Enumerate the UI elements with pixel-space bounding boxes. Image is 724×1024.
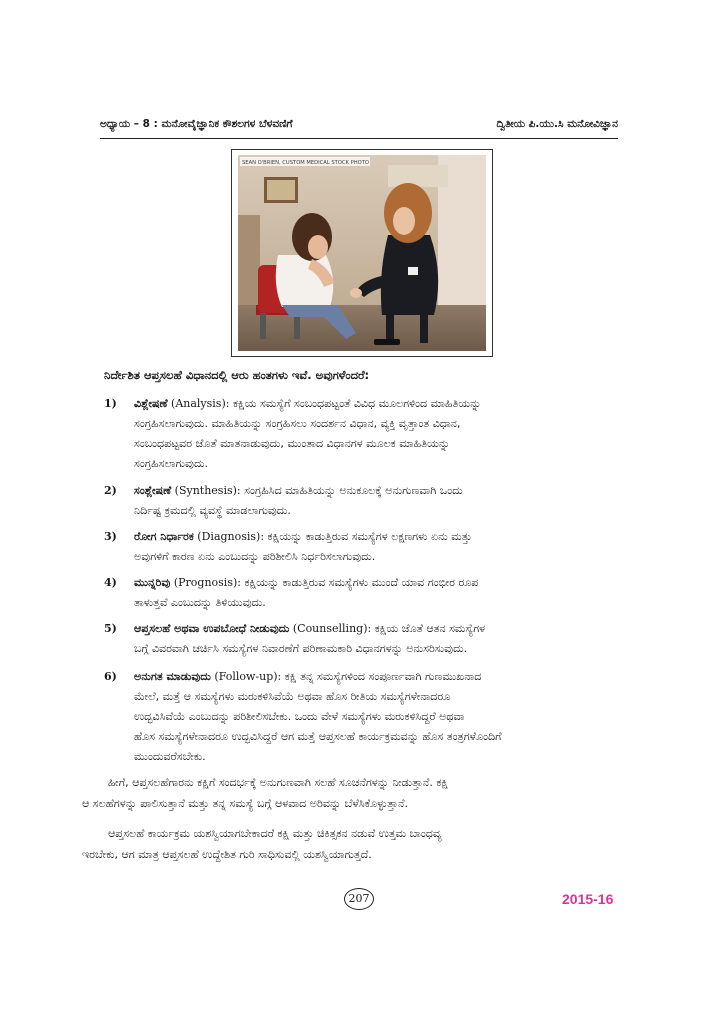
text-line: [134, 619, 618, 639]
text-line: [134, 394, 618, 414]
text-line: ಆ ಸಲಹೆಗಳನ್ನು ಪಾಲಿಸುತ್ತಾನೆ ಮತ್ತು ತನ್ನ ಸಮಸ್ಯೆ ಬಗ್ಗೆ ಆಳವಾದ ಅರಿವನ್ನು ಬೆಳೆಸಿಕೊಳ್ಳುತ್ತಾನೆ.: [82, 797, 408, 810]
list-item-body: [134, 619, 618, 659]
list-item-body: [134, 527, 618, 567]
step-text: ನಿರ್ದಿಷ್ಟ ಕ್ರಮದಲ್ಲಿ ವ್ಯವಸ್ಥೆ ಮಾಡಲಾಗುವುದು.: [134, 504, 291, 517]
text-line: [134, 414, 618, 434]
text-line: [134, 639, 618, 659]
body-paragraph: [82, 823, 618, 865]
text-line: [134, 667, 618, 687]
step-term: ವಿಶ್ಲೇಷಣೆ: [134, 397, 168, 410]
step-text: ಸಂಗ್ರಹಿಸಲಾಗುವುದು.: [134, 457, 209, 470]
page-number: 207: [344, 888, 374, 910]
body-paragraph: [82, 772, 618, 814]
counselling-photo: [231, 149, 493, 357]
text-line: [134, 547, 618, 567]
text-line: ಆಪ್ತಸಲಹೆ ಕಾರ್ಯಕ್ರಮ ಯಶಸ್ವಿಯಾಗಬೇಕಾದರೆ ಕಕ್ಷಿ ಮತ್ತು ಚಿಕಿತ್ಸಕನ ನಡುವೆ ಉತ್ತಮ ಬಾಂಧವ್ಯ: [108, 827, 442, 840]
step-text: ಹೊಸ ಸಮಸ್ಯೆಗಳೇನಾದರೂ ಉದ್ಭವಿಸಿದ್ದರೆ ಆಗ ಮತ್ತೆ ಆಪ್ತಸಲಹೆ ಕಾರ್ಯಕ್ರಮವನ್ನು ಹೊಸ ತಂತ್ರಗಳೊಂದಿಗೆ: [134, 730, 502, 743]
step-term: ಸಂಶ್ಲೇಷಣೆ: [134, 484, 172, 497]
photo-credit: SEAN O'BRIEN, CUSTOM MEDICAL STOCK PHOTO: [242, 160, 369, 166]
step-term: ಮುನ್ನರಿವು: [134, 576, 171, 589]
section-intro: ನಿರ್ದೇಶಿತ ಆಪ್ತಸಲಹೆ ವಿಧಾನದಲ್ಲಿ ಆರು ಹಂತಗಳು ಇವೆ. ಅವುಗಳೆಂದರೆ:: [104, 368, 370, 382]
step-english-term: (Synthesis):: [171, 484, 245, 497]
step-english-term: (Diagnosis):: [193, 530, 268, 543]
step-text: ಸಂಬಂಧಪಟ್ಟವರ ಜೊತೆ ಮಾತನಾಡುವುದು, ಮುಂತಾದ ವಿಧಾನಗಳ ಮೂಲಕ ಮಾಹಿತಿಯನ್ನು: [134, 437, 450, 450]
text-line: [134, 727, 618, 747]
list-item-body: [134, 667, 618, 767]
step-text: ತಾಳುತ್ತವೆ ಎಂಬುದನ್ನು ತಿಳಿಯುವುದು.: [134, 596, 266, 609]
list-item-number: 1): [104, 397, 117, 410]
step-text: ಕಕ್ಷಿಯ ಜೊತೆ ಆತನ ಸಮಸ್ಯೆಗಳ: [374, 622, 486, 635]
step-text: ಉದ್ಭವಿಸಿವೆಯೆ ಎಂಬುದನ್ನು ಪರಿಶೀಲಿಸಬೇಕು. ಒಂದು ವೇಳೆ ಸಮಸ್ಯೆಗಳು ಮರುಕಳಿಸಿದ್ದರೆ ಅಥವಾ: [134, 710, 465, 723]
header-rule: [100, 138, 618, 139]
step-term: ರೋಗ ನಿರ್ಧಾರಕ: [134, 530, 194, 543]
step-text: ಕಕ್ಷಿಯನ್ನು ಕಾಡುತ್ತಿರುವ ಸಮಸ್ಯೆಗಳು ಮುಂದೆ ಯಾವ ಗಂಭೀರ ರೂಪ: [244, 576, 479, 589]
book-title: ದ್ವಿತೀಯ ಪಿ.ಯು.ಸಿ ಮನೋವಿಜ್ಞಾನ: [496, 118, 618, 130]
list-item-number: 2): [104, 484, 117, 497]
text-line: [134, 481, 618, 501]
step-text: ಕಕ್ಷಿಯ ಸಮಸ್ಯೆಗೆ ಸಂಬಂಧಪಟ್ಟಂತೆ ವಿವಿಧ ಮೂಲಗಳಿಂದ ಮಾಹಿತಿಯನ್ನು: [232, 397, 482, 410]
text-line: [134, 454, 618, 474]
text-line: [134, 687, 618, 707]
step-text: ಬಗ್ಗೆ ವಿವರವಾಗಿ ಚರ್ಚಿಸಿ ಸಮಸ್ಯೆಗಳ ನಿವಾರಣೆಗೆ ಪರಿಣಾಮಕಾರಿ ವಿಧಾನಗಳನ್ನು ಅನುಸರಿಸುವುದು.: [134, 642, 468, 655]
text-line: ಹೀಗೆ, ಆಪ್ತಸಲಹೆಗಾರನು ಕಕ್ಷಿಗೆ ಸಂದರ್ಭಕ್ಕೆ ಅನುಗುಣವಾಗಿ ಸಲಹೆ ಸೂಚನೆಗಳನ್ನು ನೀಡುತ್ತಾನೆ. ಕಕ್ಷಿ: [108, 776, 449, 789]
text-line: [134, 434, 618, 454]
text-line: ಇರಬೇಕು, ಆಗ ಮಾತ್ರ ಆಪ್ತಸಲಹೆ ಉದ್ದೇಶಿತ ಗುರಿ ಸಾಧಿಸುವಲ್ಲಿ ಯಶಸ್ವಿಯಾಗುತ್ತದೆ.: [82, 848, 372, 861]
edition-year: 2015-16: [562, 891, 614, 907]
chapter-title: ಅಧ್ಯಾಯ – 8 : ಮನೋವೈಜ್ಞಾನಿಕ ಕೌಶಲಗಳ ಬೆಳವಣಿಗೆ: [100, 118, 293, 130]
text-line: [134, 747, 618, 767]
step-english-term: (Follow-up):: [210, 670, 285, 683]
text-line: [134, 501, 618, 521]
step-text: ಸಂಗ್ರಹಿಸಿದ ಮಾಹಿತಿಯನ್ನು ಅನುಕೂಲಕ್ಕೆ ಅನುಗುಣವಾಗಿ ಒಂದು: [244, 484, 463, 497]
step-text: ಅವುಗಳಿಗೆ ಕಾರಣ ಏನು ಎಂಬುದನ್ನು ಪರಿಶೀಲಿಸಿ ನಿರ್ಧರಿಸಲಾಗುವುದು.: [134, 550, 376, 563]
step-term: ಅನುಗತ ಮಾಡುವುದು: [134, 670, 211, 683]
photo-illustration: [238, 155, 486, 351]
step-english-term: (Counselling):: [289, 622, 375, 635]
step-english-term: (Prognosis):: [170, 576, 245, 589]
list-item-body: [134, 573, 618, 613]
step-text: ಕಕ್ಷಿಯನ್ನು ಕಾಡುತ್ತಿರುವ ಸಮಸ್ಯೆಗಳ ಲಕ್ಷಣಗಳು ಏನು ಮತ್ತು: [267, 530, 472, 543]
list-item-number: 4): [104, 576, 117, 589]
list-item-number: 3): [104, 530, 117, 543]
running-header: [100, 118, 618, 138]
step-term: ಆಪ್ತಸಲಹೆ ಅಥವಾ ಉಪಬೋಧೆ ನೀಡುವುದು: [134, 622, 290, 635]
text-line: [134, 527, 618, 547]
list-item-number: 5): [104, 622, 117, 635]
step-text: ಮೇಲೆ, ಮತ್ತೆ ಆ ಸಮಸ್ಯೆಗಳು ಮರುಕಳಿಸಿವೆಯೆ ಅಥವಾ ಹೊಸ ರೀತಿಯ ಸಮಸ್ಯೆಗಳೇನಾದರೂ: [134, 690, 451, 703]
step-english-term: (Analysis):: [167, 397, 233, 410]
text-line: [134, 573, 618, 593]
text-line: [134, 707, 618, 727]
list-item-body: [134, 481, 618, 521]
step-text: ಕಕ್ಷಿ ತನ್ನ ಸಮಸ್ಯೆಗಳಿಂದ ಸಂಪೂರ್ಣವಾಗಿ ಗುಣಮುಖನಾದ: [284, 670, 482, 683]
step-text: ಮುಂದುವರೆಸಬೇಕು.: [134, 750, 206, 763]
step-text: ಸಂಗ್ರಹಿಸಲಾಗುವುದು. ಮಾಹಿತಿಯನ್ನು ಸಂಗ್ರಹಿಸಲು ಸಂದರ್ಶನ ವಿಧಾನ, ವ್ಯಕ್ತಿ ವೃತ್ತಾಂತ ವಿಧಾನ,: [134, 417, 461, 430]
list-item-number: 6): [104, 670, 117, 683]
text-line: [134, 593, 618, 613]
list-item-body: [134, 394, 618, 474]
